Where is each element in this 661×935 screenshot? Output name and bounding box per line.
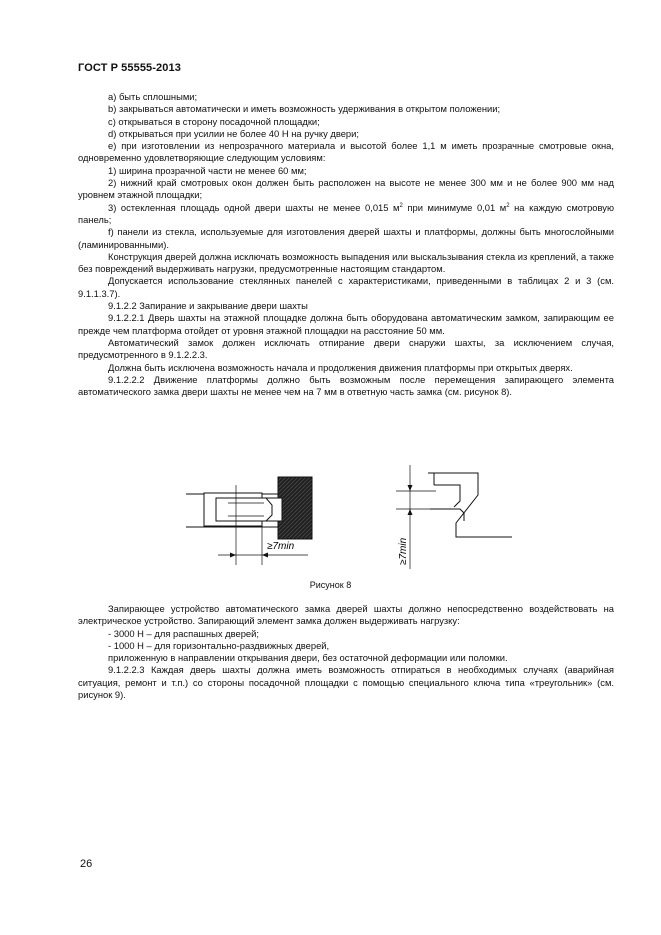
- paragraph: а) быть сплошными;: [108, 91, 198, 102]
- right-dimension-label: ≥7min: [398, 537, 409, 565]
- paragraph: Допускается использование стеклянных панелей с характеристиками, приведенными в таблицах 2 и 3 (см. 9.1.1.3.7).: [78, 275, 614, 299]
- text-run: при минимуме 0,01 м: [402, 201, 507, 213]
- paragraph: f) панели из стекла, используемые для изготовления дверей шахты и платформы, должны быть многослойными (ламинированными).: [78, 226, 614, 250]
- list-item: - 3000 Н – для распашных дверей;: [108, 627, 259, 639]
- paragraph: приложенную в направлении открывания двери, без остаточной деформации или поломки.: [108, 652, 508, 664]
- page-number: 26: [80, 858, 93, 870]
- body-text-bottom: [78, 603, 614, 701]
- paragraph: 9.1.2.2.1 Дверь шахты на этажной площадке должна быть оборудована автоматическим замком, запирающим ее прежде чем платформа отойдет от уровня этажной площадки на расстояние 50 мм.: [78, 312, 614, 336]
- document-header: ГОСТ Р 55555-2013: [78, 62, 181, 74]
- body-text-top: [78, 91, 614, 398]
- paragraph: d) открываться при усилии не более 40 Н на ручку двери;: [108, 127, 359, 139]
- list-item: - 1000 Н – для горизонтально-раздвижных дверей,: [108, 639, 330, 651]
- paragraph: b) закрываться автоматически и иметь возможность удерживания в открытом положении;: [108, 103, 501, 115]
- paragraph: 9.1.2.2.2 Движение платформы должно быть возможным после перемещения запирающего элемента автоматического замка двери шахты не менее чем на 7 мм в ответную часть замка (см. рисунок 8).: [78, 373, 614, 398]
- paragraph: 2) нижний край смотровых окон должен быть расположен на высоте не менее 300 мм и не более 900 мм над уровнем этажной площадки;: [78, 177, 614, 201]
- left-lock-diagram: [186, 477, 312, 565]
- superscript: 2: [399, 202, 403, 209]
- paragraph-with-superscripts: [78, 202, 614, 227]
- paragraph: е) при изготовлении из непрозрачного материала и высотой более 1,1 м иметь прозрачные смотровые окна, одновременно удовлетворяющие следующим условиям:: [78, 140, 614, 164]
- paragraph: Конструкция дверей должна исключать возможность выпадения или выскальзывания стекла из креплений, а также без повреждений выдерживать нагрузки, предусмотренные настоящим стандартом.: [78, 250, 614, 275]
- text-run: на каждую смотровую панель;: [78, 201, 614, 225]
- text-run: 3) остекленная площадь одной двери шахты не менее 0,015 м: [108, 201, 400, 213]
- paragraph: Запирающее устройство автоматического замка дверей шахты должно непосредственно воздействовать на электрическое устройство. Запирающий элемент замка должен выдерживать нагрузку:: [78, 603, 614, 627]
- left-dimension-label: ≥7min: [267, 541, 295, 552]
- section-heading: 9.1.2.2 Запирание и закрывание двери шахты: [108, 300, 308, 312]
- figure-caption: Рисунок 8: [309, 580, 352, 590]
- paragraph: 1) ширина прозрачной части не менее 60 мм;: [108, 164, 307, 176]
- paragraph: Автоматический замок должен исключать отпирание двери снаружи шахты, за исключением случая, предусмотренного в 9.1.2.2.3.: [78, 336, 614, 361]
- paragraph: 9.1.2.2.3 Каждая дверь шахты должна иметь возможность отпираться в необходимых случаях (аварийная ситуация, ремонт и т.п.) со стороны посадочной площадки с помощью специального ключа типа «треугольник» (см. рисунок 9).: [78, 664, 614, 701]
- right-lock-diagram: [396, 465, 512, 569]
- figure-8-drawing: [178, 465, 538, 571]
- paragraph: с) открываться в сторону посадочной площадки;: [108, 115, 320, 127]
- superscript: 2: [506, 202, 510, 209]
- paragraph: Должна быть исключена возможность начала и продолжения движения платформы при открытых дверях.: [108, 361, 573, 373]
